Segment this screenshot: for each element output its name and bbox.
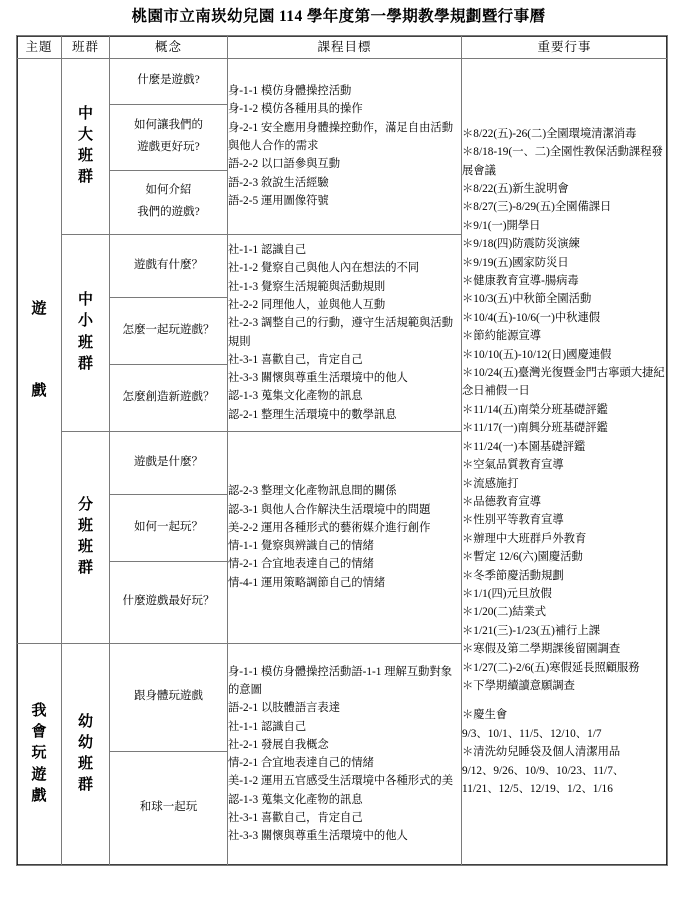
course-goals-cell-zhongxiao: 社-1-1 認識自己 社-1-2 覺察自己與他人內在想法的不同 社-1-3 覺察生活規範與活動規則 社-2-2 同理他人，並與他人互動 社-2-3 調整自己的行動，遵守生活規範與活動規則 社-3-1 喜歡自己，肯定自己 社-3-3 關懷與尊重生活環境中的他人 認-1-3 蒐集文化產物的訊息 認-2-1 整理生活環境中的數學訊息 (228, 234, 462, 431)
important-events-cell: ＊8/22(五)-26(二)全園環境清潔消毒 ＊8/18-19(一、二)全園性教保活動課程發展會議 ＊8/22(五)新生說明會 ＊8/27(三)-8/29(五)全園備課日 ＊9/1(一)開學日 ＊9/18(四)防震防災演練 ＊9/19(五)國家防災日 ＊健康教育宣導-腸病毒 ＊10/3(五)中秋節全園活動 ＊10/4(五)-10/6(一)中秋連假 ＊節約能源宣導 ＊10/10(五)-10/12(日)國慶連假 ＊10/24(五)臺灣光復暨金門古寧頭大捷紀念日補假一日 ＊11/14(五)南榮分班基礎評鑑 ＊11/17(一)南興分班基礎評鑑 ＊11/24(一)本園基礎評鑑 ＊空氣品質教育宣導 ＊流感施打 ＊品德教育宣導 ＊性別平等教育宣導 ＊辦理中大班群戶外教育 ＊暫定 12/6(六)園慶活動 ＊冬季節慶活動規劃 ＊1/1(四)元旦放假 ＊1/20(二)結業式 ＊1/21(三)-1/23(五)補行上課 ＊寒假及第二學期課後留園調查 ＊1/27(二)-2/6(五)寒假延長照顧服務 ＊下學期續讀意願調查 ＊慶生會 9/3、10/1、11/5、12/10、1/7 ＊清洗幼兒睡袋及個人清潔用品 9/12、9/26、10/9、10/23、11/7、 11/21、12/5、12/19、1/2、1/16 (462, 58, 668, 865)
course-goals-cell-fenban: 認-2-3 整理文化產物訊息間的關係 認-3-1 與他人合作解決生活環境中的問題 美-2-2 運用各種形式的藝術媒介進行創作 情-1-1 覺察與辨識自己的情緒 情-2-1 合宜地表達自己的情緒 情-4-1 運用策略調節自己的情緒 (228, 431, 462, 643)
concept-cell-1: 什麼是遊戲? (110, 58, 228, 104)
concept-cell-9: 什麼遊戲最好玩？ (110, 561, 228, 643)
course-goals-cell-zhongda: 身-1-1 模仿身體操控活動 身-1-2 模仿各種用具的操作 身-2-1 安全應用身體操控動作，滿足自由活動與他人合作的需求 語-2-2 以口語參與互動 語-2-3 敘說生活經驗 語-2-5 運用圖像符號 (228, 58, 462, 234)
class-group-cell-fenban (62, 431, 110, 643)
column-header-course-goals: 課程目標 (228, 35, 462, 58)
concept-cell-3: 如何介紹 我們的遊戲? (110, 170, 228, 234)
class-group-cell-zhongxiao (62, 234, 110, 431)
column-header-concept: 概念 (110, 35, 228, 58)
course-goals-cell-youyou: 身-1-1 模仿身體操控活動語-1-1 理解互動對象的意圖 語-2-1 以肢體語言表達 社-1-1 認識自己 社-2-1 發展自我概念 情-2-1 合宜地表達自己的情緒 美-1-2 運用五官感受生活環境中各種形式的美 認-1-3 蒐集文化產物的訊息 社-3-1 喜歡自己，肯定自己 社-3-3 關懷與尊重生活環境中的他人 (228, 643, 462, 865)
concept-cell-11: 和球一起玩 (110, 751, 228, 865)
concept-cell-8: 如何一起玩？ (110, 494, 228, 561)
concept-cell-4: 遊戲有什麼？ (110, 234, 228, 297)
theme-label-2: 我 會 玩 遊 戲 (31, 702, 47, 805)
concept-cell-6: 怎麼創造新遊戲？ (110, 364, 228, 431)
column-header-important-events: 重要行事 (462, 35, 668, 58)
curriculum-table (16, 35, 668, 866)
class-group-label-1: 中 大 班 群 (77, 105, 93, 186)
class-group-cell-zhongda (62, 58, 110, 234)
table-row (17, 58, 668, 104)
theme-cell-youxi (17, 58, 62, 643)
class-group-label-4: 幼 幼 班 群 (77, 713, 93, 794)
column-header-class-group: 班群 (62, 35, 110, 58)
class-group-label-2: 中 小 班 群 (77, 292, 93, 372)
class-group-cell-youyou (62, 643, 110, 865)
concept-cell-2: 如何讓我們的 遊戲更好玩? (110, 104, 228, 170)
concept-cell-10: 跟身體玩遊戲 (110, 643, 228, 751)
concept-cell-7: 遊戲是什麼？ (110, 431, 228, 494)
column-header-theme: 主題 (17, 35, 62, 58)
class-group-label-3: 分 班 班 群 (77, 496, 93, 577)
theme-label-1: 遊 戲 (31, 301, 47, 399)
table-header-row (17, 35, 668, 58)
theme-cell-wohuiwan (17, 643, 62, 865)
concept-cell-5: 怎麼一起玩遊戲？ (110, 297, 228, 364)
page-title: 桃園市立南崁幼兒園 114 學年度第一學期教學規劃暨行事曆 (131, 8, 546, 25)
events-spacer (462, 695, 667, 706)
